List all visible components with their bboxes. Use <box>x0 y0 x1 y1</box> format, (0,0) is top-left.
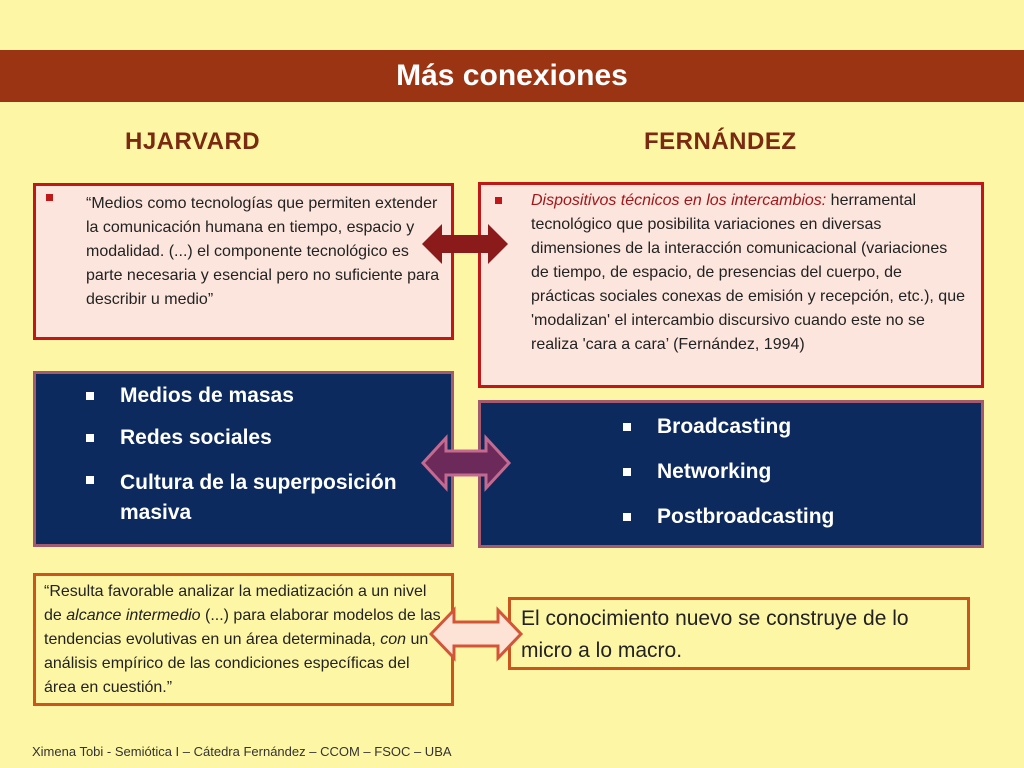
fernandez-quote <box>531 189 969 357</box>
fernandez-quote-emphasis: Dispositivos técnicos en los intercambios: <box>531 192 827 209</box>
bullet-icon <box>86 434 94 442</box>
hjarvard-note: “Resulta favorable analizar la mediatización a un nivel de alcance intermedio (...) para elaborar modelos de las tendencias evolutivas en un área determinada, con un análisis empírico de las condiciones específicas del área en cuestión.” <box>44 583 441 696</box>
fernandez-quote-rest: herramental tecnológico que posibilita variaciones en diversas dimensiones de la interacción comunicacional (variaciones de tiempo, de espacio, de presencias del cuerpo, de prácticas sociales conexas de emisión y recepción, etc.), que 'modalizan' el intercambio discursivo cuando este no se realiza 'cara a cara’ (Fernández, 1994) <box>531 192 965 353</box>
hjarvard-quote-box <box>33 183 454 340</box>
fernandez-note-box <box>508 597 970 670</box>
bullet-icon <box>623 513 631 521</box>
footer-credit: Ximena Tobi - Semiótica I – Cátedra Fernández – CCOM – FSOC – UBA <box>32 744 452 759</box>
double-arrow-light-icon <box>428 606 524 662</box>
heading-hjarvard: HJARVARD <box>125 128 261 155</box>
fernandez-quote-box <box>478 182 984 388</box>
bullet-icon <box>46 194 53 201</box>
list-item: Cultura de la superposición masiva <box>86 468 426 528</box>
double-arrow-purple-icon <box>420 434 512 492</box>
double-arrow-dark-icon <box>420 222 510 266</box>
list-item: Redes sociales <box>86 426 426 450</box>
list-item: Medios de masas <box>86 384 426 408</box>
title-bar <box>0 50 1024 102</box>
hjarvard-note-box <box>33 573 454 706</box>
fernandez-list-box <box>478 400 984 548</box>
bullet-icon <box>623 423 631 431</box>
bullet-icon <box>86 392 94 400</box>
list-item: Broadcasting <box>623 415 943 439</box>
list-item: Networking <box>623 460 943 484</box>
bullet-icon <box>623 468 631 476</box>
fernandez-note: El conocimiento nuevo se construye de lo micro a lo macro. <box>521 607 909 662</box>
hjarvard-list-box <box>33 371 454 547</box>
bullet-icon <box>495 197 502 204</box>
slide-title: Más conexiones <box>396 59 628 92</box>
heading-fernandez: FERNÁNDEZ <box>644 128 797 155</box>
hjarvard-list <box>86 384 426 528</box>
hjarvard-quote: “Medios como tecnologías que permiten extender la comunicación humana en tiempo, espacio y modalidad. (...) el componente tecnológico es parte necesaria y esencial pero no suficiente para describir u medio” <box>86 195 440 308</box>
fernandez-list <box>623 415 943 529</box>
list-item: Postbroadcasting <box>623 505 943 529</box>
bullet-icon <box>86 476 94 484</box>
